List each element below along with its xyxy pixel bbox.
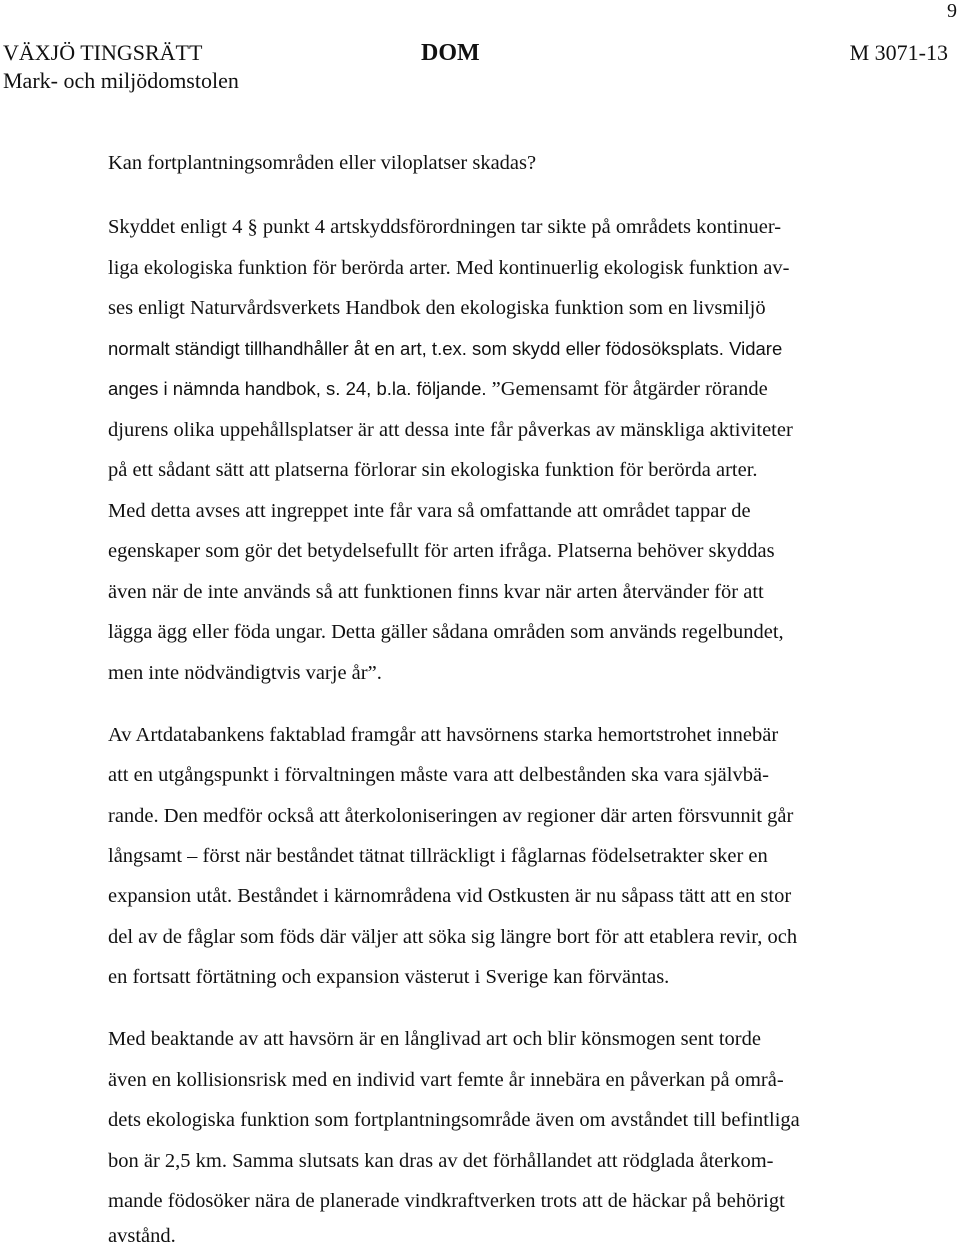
text-line: rande. Den medför också att återkoloniseringen av regioner där arten försvunnit går [108, 805, 794, 827]
text-line: bon är 2,5 km. Samma slutsats kan dras av det förhållandet att rödglada återkom- [108, 1150, 774, 1172]
text-line: dets ekologiska funktion som fortplantningsområde även om avståndet till befintliga [108, 1109, 800, 1131]
case-number: M 3071-13 [849, 40, 948, 65]
text-line: Med beaktande av att havsörn är en långlivad art och blir könsmogen sent torde [108, 1028, 761, 1050]
text-span: Med kontinuerlig ekologisk funktion av- [450, 257, 790, 279]
text-line [108, 257, 789, 280]
text-line: långsamt – först när beståndet tätnat tillräckligt i fåglarnas födelsetrakter sker en [108, 845, 768, 867]
text-span: liga ekologiska funktion för berörda arter. [108, 257, 451, 279]
text-line: Skyddet enligt 4 § punkt 4 artskyddsförordningen tar sikte på områdets kontinuer- [108, 216, 782, 238]
document-type: DOM [421, 40, 480, 66]
quote-span: ”Gemensamt för åtgärder rörande [486, 378, 768, 400]
text-line: en fortsatt förtätning och expansion västerut i Sverige kan förväntas. [108, 966, 670, 988]
text-line: att en utgångspunkt i förvaltningen måste vara att delbestånden ska vara självbä- [108, 764, 769, 786]
court-name: VÄXJÖ TINGSRÄTT [3, 40, 203, 65]
text-line: del av de fåglar som föds där väljer att söka sig längre bort för att etablera revir, och [108, 926, 798, 948]
text-line: men inte nödvändigtvis varje år”. [108, 662, 382, 684]
text-line [108, 378, 768, 401]
text-line: Med detta avses att ingreppet inte får vara så omfattande att området tappar de [108, 500, 751, 522]
text-line: även när de inte används så att funktionen finns kvar när arten återvänder för att [108, 581, 764, 603]
text-line: normalt ständigt tillhandhåller åt en art, t.ex. som skydd eller födosöksplats. Vidare [108, 338, 783, 359]
text-line: avstånd. [108, 1225, 176, 1247]
text-line: lägga ägg eller föda ungar. Detta gäller sådana områden som används regelbundet, [108, 621, 784, 643]
text-line: även en kollisionsrisk med en individ vart femte år innebära en påverkan på områ- [108, 1069, 784, 1091]
text-line: på ett sådant sätt att platserna förlorar sin ekologiska funktion för berörda arter. [108, 459, 758, 481]
text-line: ses enligt Naturvårdsverkets Handbok den ekologiska funktion som en livsmiljö [108, 297, 766, 319]
text-line: mande födosöker nära de planerade vindkraftverken trots att de häckar på behörigt [108, 1190, 785, 1212]
court-division: Mark- och miljödomstolen [3, 68, 239, 93]
text-line: djurens olika uppehållsplatser är att dessa inte får påverkas av mänskliga aktiviteter [108, 419, 793, 441]
section-heading: Kan fortplantningsområden eller viloplatser skadas? [108, 152, 537, 174]
page-number: 9 [947, 0, 957, 22]
text-line: Av Artdatabankens faktablad framgår att havsörnens starka hemortstrohet innebär [108, 724, 779, 746]
text-span: anges i nämnda handbok, s. 24, b.la. följande. [108, 378, 487, 399]
text-line: expansion utåt. Beståndet i kärnområdena vid Ostkusten är nu såpass tätt att en stor [108, 885, 792, 907]
text-line: egenskaper som gör det betydelsefullt för arten ifråga. Platserna behöver skyddas [108, 540, 775, 562]
